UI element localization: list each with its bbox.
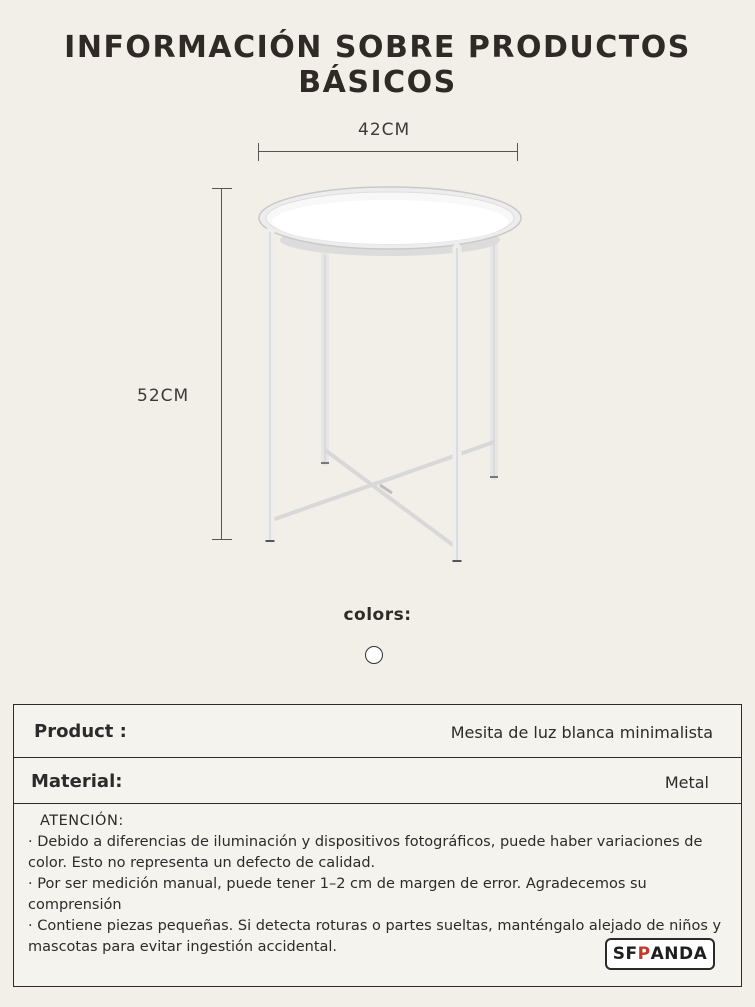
logo-suffix: ANDA <box>650 944 708 964</box>
width-dimension-line <box>258 151 518 152</box>
material-row <box>14 757 741 807</box>
height-dimension-label: 52CM <box>137 386 190 406</box>
sfpanda-logo <box>605 938 715 970</box>
product-row <box>14 707 741 757</box>
attention-notice <box>28 811 728 958</box>
color-swatch-white[interactable] <box>365 646 383 664</box>
height-dimension-line <box>221 188 222 540</box>
product-value: Mesita de luz blanca minimalista <box>450 723 713 742</box>
colors-label: colors: <box>343 605 412 625</box>
notice-item: · Contiene piezas pequeñas. Si detecta roturas o partes sueltas, manténgalo alejado de niños y mascotas para evitar ingestión accidental. <box>28 918 722 955</box>
material-label: Material: <box>31 771 123 792</box>
product-label: Product : <box>34 721 127 742</box>
page-title: INFORMACIÓN SOBRE PRODUCTOS BÁSICOS <box>64 30 691 100</box>
material-value: Metal <box>664 773 709 792</box>
notice-item: · Debido a diferencias de iluminación y dispositivos fotográficos, puede haber variaciones de color. Esto no representa un defecto de calidad. <box>28 834 703 871</box>
logo-accent: P <box>637 944 651 964</box>
logo-prefix: SF <box>612 944 638 964</box>
width-dimension-label: 42CM <box>358 120 411 140</box>
side-table-image <box>250 180 530 565</box>
attention-title: ATENCIÓN: <box>40 813 124 829</box>
notice-item: · Por ser medición manual, puede tener 1–2 cm de margen de error. Agradecemos su comprensión <box>28 876 647 913</box>
divider <box>14 803 741 804</box>
